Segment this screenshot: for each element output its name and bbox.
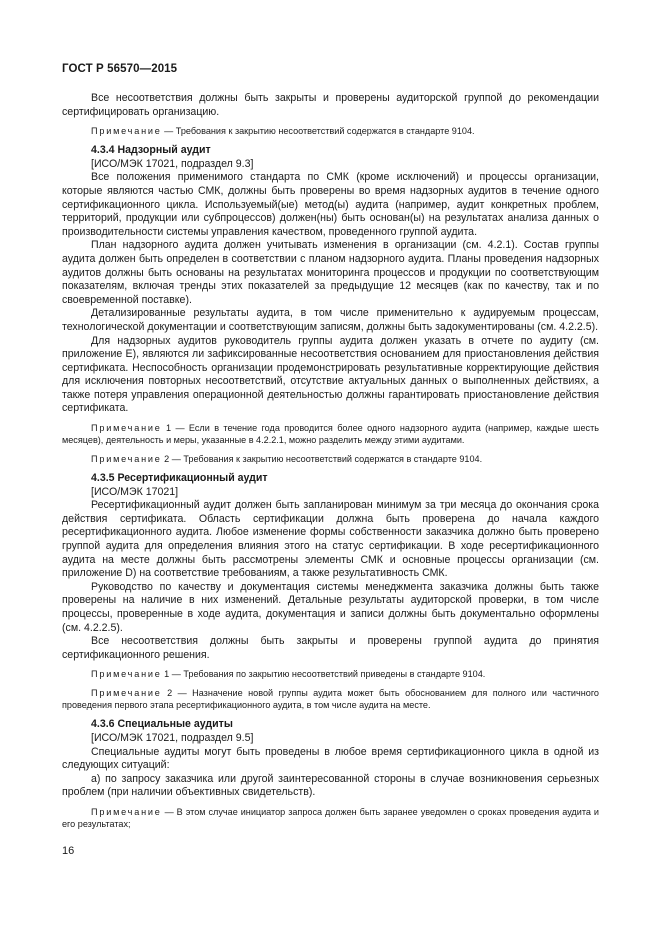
note-label: Примечание (91, 669, 162, 680)
note-text: 1 — Если в течение года проводится более одного надзорного аудита (например, каждые шесть месяцев), деятельность и меры, указанные в 4.2.2.1, можно разделить между этими аудитами. (62, 423, 599, 446)
note (62, 668, 599, 680)
note-label: Примечание (91, 423, 162, 434)
note-text: 2 — Назначение новой группы аудита может быть обоснованием для полного или частичного проведения первого этапа ресертификационного аудита, в том числе аудита на месте. (62, 688, 599, 711)
section-reference: [ИСО/МЭК 17021] (91, 485, 179, 498)
note-label: Примечание (91, 126, 162, 137)
paragraph: План надзорного аудита должен учитывать изменения в организации (см. 4.2.1). Состав группы аудита должен быть определен в соответствии с планом надзорного аудита. Планы проведения надзорных аудитов должны быть основаны на результатах мониторинга процессов и продукции по соответствующим показателям, включая тренды этих показателей за предыдущие 12 месяцев (как по качеству, так и по своевременной поставке). (62, 239, 599, 306)
page-number: 16 (62, 845, 75, 857)
note-text: — В этом случае инициатор запроса должен быть заранее уведомлен о сроках проведения аудита и его результатах; (62, 806, 599, 829)
section-heading-4-3-4: 4.3.4 Надзорный аудит (91, 144, 211, 157)
note (62, 125, 599, 137)
document-body (62, 92, 599, 837)
paragraph: Руководство по качеству и документация системы менеджмента заказчика должны быть также проверены на наличие в них изменений. Детальные результаты аудиторской проверки, в том числе процессы, проверенные в ходе аудита, документация и записи должны быть документально оформлены (см. 4.2.2.5). (62, 580, 599, 634)
paragraph: Детализированные результаты аудита, в том числе применительно к аудируемым процессам, технологической документации и соответствующим записям, должны быть задокументированы (см. 4.2.2.5). (62, 307, 599, 333)
section-reference: [ИСО/МЭК 17021, подраздел 9.5] (91, 731, 254, 744)
section-reference: [ИСО/МЭК 17021, подраздел 9.3] (91, 157, 254, 170)
document-header: ГОСТ Р 56570—2015 (62, 63, 178, 75)
note-label: Примечание (91, 806, 162, 817)
paragraph: Все несоответствия должны быть закрыты и проверены аудиторской группой до рекомендации сертифицировать организацию. (62, 92, 599, 118)
note (62, 453, 599, 465)
paragraph: Все положения применимого стандарта по СМК (кроме исключений) и процессы организации, которые являются частью СМК, должны быть проверены во время надзорных аудитов в течение одного сертификационного цикла. Используемый(ые) метод(ы) аудита (например, аудит конкретных проблем, территорий, продукции или субпроцессов) должен(ны) быть основан(ы) на результатах анализа данных о производительности системы управления качеством, проведенного группой аудита. (62, 171, 599, 238)
note (62, 687, 599, 711)
paragraph: Все несоответствия должны быть закрыты и проверены группой аудита до принятия сертификационного решения. (62, 635, 599, 661)
note-label: Примечание (91, 454, 162, 465)
note-text: 1 — Требования по закрытию несоответствий приведены в стандарте 9104. (161, 669, 486, 680)
list-item: а) по запросу заказчика или другой заинтересованной стороны в случае возникновения серьезных проблем (при наличии объективных свидетельств). (62, 772, 599, 799)
section-heading-4-3-6: 4.3.6 Специальные аудиты (91, 718, 233, 731)
section-heading-4-3-5: 4.3.5 Ресертификационный аудит (91, 472, 268, 485)
note (62, 806, 599, 830)
note (62, 422, 599, 446)
note-label: Примечание (91, 688, 162, 699)
paragraph: Ресертификационный аудит должен быть запланирован минимум за три месяца до окончания срока действия сертификата. Область сертификации должна быть проверена до начала каждого ресертификационного аудита. Любое изменение формы собственности заказчика должно быть проверено группой аудита для определения влияния этого на статус сертификации. В ходе ресертификационного аудита на месте должны быть рассмотрены элементы СМК и основные процессы организации (см. приложение D) на соответствие требованиям, а также результативность СМК. (62, 499, 599, 580)
paragraph: Для надзорных аудитов руководитель группы аудита должен указать в отчете по аудиту (см. приложение Е), являются ли зафиксированные несоответствия основанием для приостановления действия сертификата. Неспособность организации продемонстрировать результативные корректирующие действия для исключения повторных несоответствий, отсутствие актуальных данных о выполненных действиях, а также потеря управления операционной деятельностью должны гарантировать приостановление действия сертификата. (62, 334, 599, 415)
paragraph: Специальные аудиты могут быть проведены в любое время сертификационного цикла в одной из следующих ситуаций: (62, 745, 599, 772)
note-text: 2 — Требования к закрытию несоответствий содержатся в стандарте 9104. (161, 454, 483, 465)
note-text: — Требования к закрытию несоответствий содержатся в стандарте 9104. (161, 126, 475, 137)
